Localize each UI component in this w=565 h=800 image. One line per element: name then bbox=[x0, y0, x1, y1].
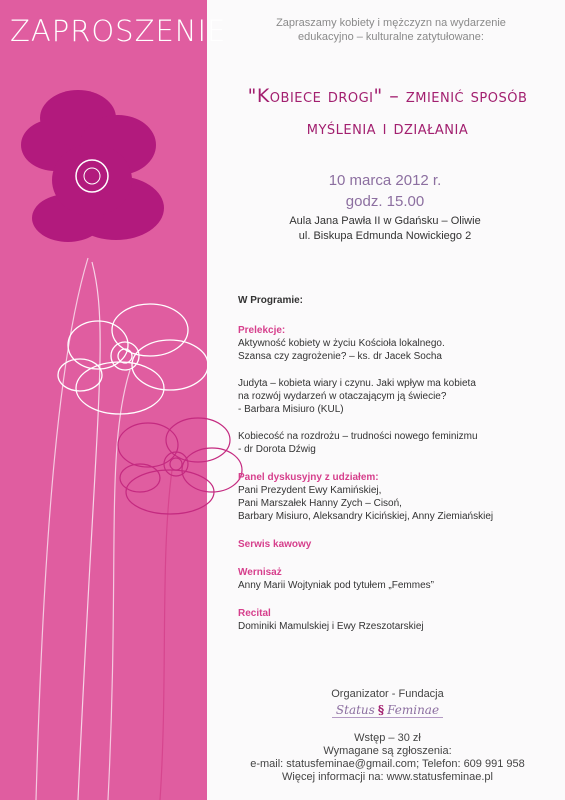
lecture-line: Kobiecość na rozdrożu – trudności nowego feminizmu bbox=[238, 431, 478, 442]
logo-text-right: Feminae bbox=[387, 703, 440, 717]
footer bbox=[210, 688, 565, 784]
lecture-item bbox=[238, 377, 560, 416]
vernissage-heading: Wernisaż bbox=[238, 567, 282, 578]
vernissage-line: Anny Marii Wojtyniak pod tytułem „Femmes” bbox=[238, 580, 434, 591]
event-title bbox=[210, 80, 565, 144]
event-title-line: "Kobiece drogi" – zmienić sposób bbox=[247, 85, 528, 107]
event-datetime bbox=[250, 170, 520, 212]
lecture-line: Judyta – kobieta wiary i czynu. Jaki wpływ ma kobieta bbox=[238, 378, 476, 389]
vernissage-section bbox=[238, 566, 560, 592]
lecture-line: - Barbara Misiuro (KUL) bbox=[238, 404, 344, 415]
event-venue bbox=[240, 214, 530, 244]
venue-line: Aula Jana Pawła II w Gdańsku – Oliwie bbox=[289, 215, 481, 227]
panel-line: Pani Prezydent Ewy Kamińskiej, bbox=[238, 485, 382, 496]
program-heading: W Programie: bbox=[238, 295, 304, 306]
intro-line: edukacyjno – kulturalne zatytułowane: bbox=[298, 31, 484, 43]
more-info: Więcej informacji na: www.statusfeminae.pl bbox=[282, 771, 493, 783]
registration-note: Wymagane są zgłoszenia: bbox=[323, 745, 452, 757]
organizer-label: Organizator - Fundacja bbox=[331, 688, 444, 700]
lecture-line: na rozwój wydarzeń w otaczającym ją świecie? bbox=[238, 391, 447, 402]
lectures-heading: Prelekcje: bbox=[238, 325, 286, 336]
recital-section bbox=[238, 607, 560, 633]
lecture-item bbox=[238, 337, 560, 363]
recital-line: Dominiki Mamulskiej i Ewy Rzeszotarskiej bbox=[238, 621, 424, 632]
event-date: 10 marca 2012 r. bbox=[328, 172, 442, 189]
contact-info: e-mail: statusfeminae@gmail.com; Telefon: 609 991 958 bbox=[250, 758, 525, 770]
entry-fee: Wstęp – 30 zł bbox=[354, 732, 421, 744]
event-title-line: myślenia i działania bbox=[306, 117, 469, 139]
lecture-item bbox=[238, 430, 560, 456]
event-time: godz. 15.00 bbox=[345, 193, 425, 210]
panel-heading: Panel dyskusyjny z udziałem: bbox=[238, 472, 379, 483]
venue-line: ul. Biskupa Edmunda Nowickiego 2 bbox=[298, 230, 472, 242]
panel-section bbox=[238, 471, 560, 523]
lecture-line: Aktywność kobiety w życiu Kościoła lokalnego. bbox=[238, 338, 445, 349]
lecture-line: - dr Dorota Dźwig bbox=[238, 444, 316, 455]
intro-text bbox=[236, 16, 546, 44]
lecture-line: Szansa czy zagrożenie? – ks. dr Jacek Socha bbox=[238, 351, 442, 362]
panel-line: Pani Marszałek Hanny Zych – Cisoń, bbox=[238, 498, 402, 509]
recital-heading: Recital bbox=[238, 608, 271, 619]
side-panel bbox=[0, 0, 227, 800]
intro-line: Zapraszamy kobiety i mężczyzn na wydarzenie bbox=[276, 17, 506, 29]
status-feminae-logo bbox=[332, 704, 443, 718]
coffee-section bbox=[238, 538, 560, 551]
logo-mark-icon: § bbox=[377, 703, 385, 717]
program bbox=[238, 294, 560, 648]
invitation-heading: ZAPROSZENIE bbox=[10, 14, 227, 48]
coffee-heading: Serwis kawowy bbox=[238, 539, 312, 550]
logo-text-left: Status bbox=[335, 703, 375, 717]
panel-line: Barbary Misiuro, Aleksandry Kicińskiej, Anny Ziemiańskiej bbox=[238, 511, 494, 522]
